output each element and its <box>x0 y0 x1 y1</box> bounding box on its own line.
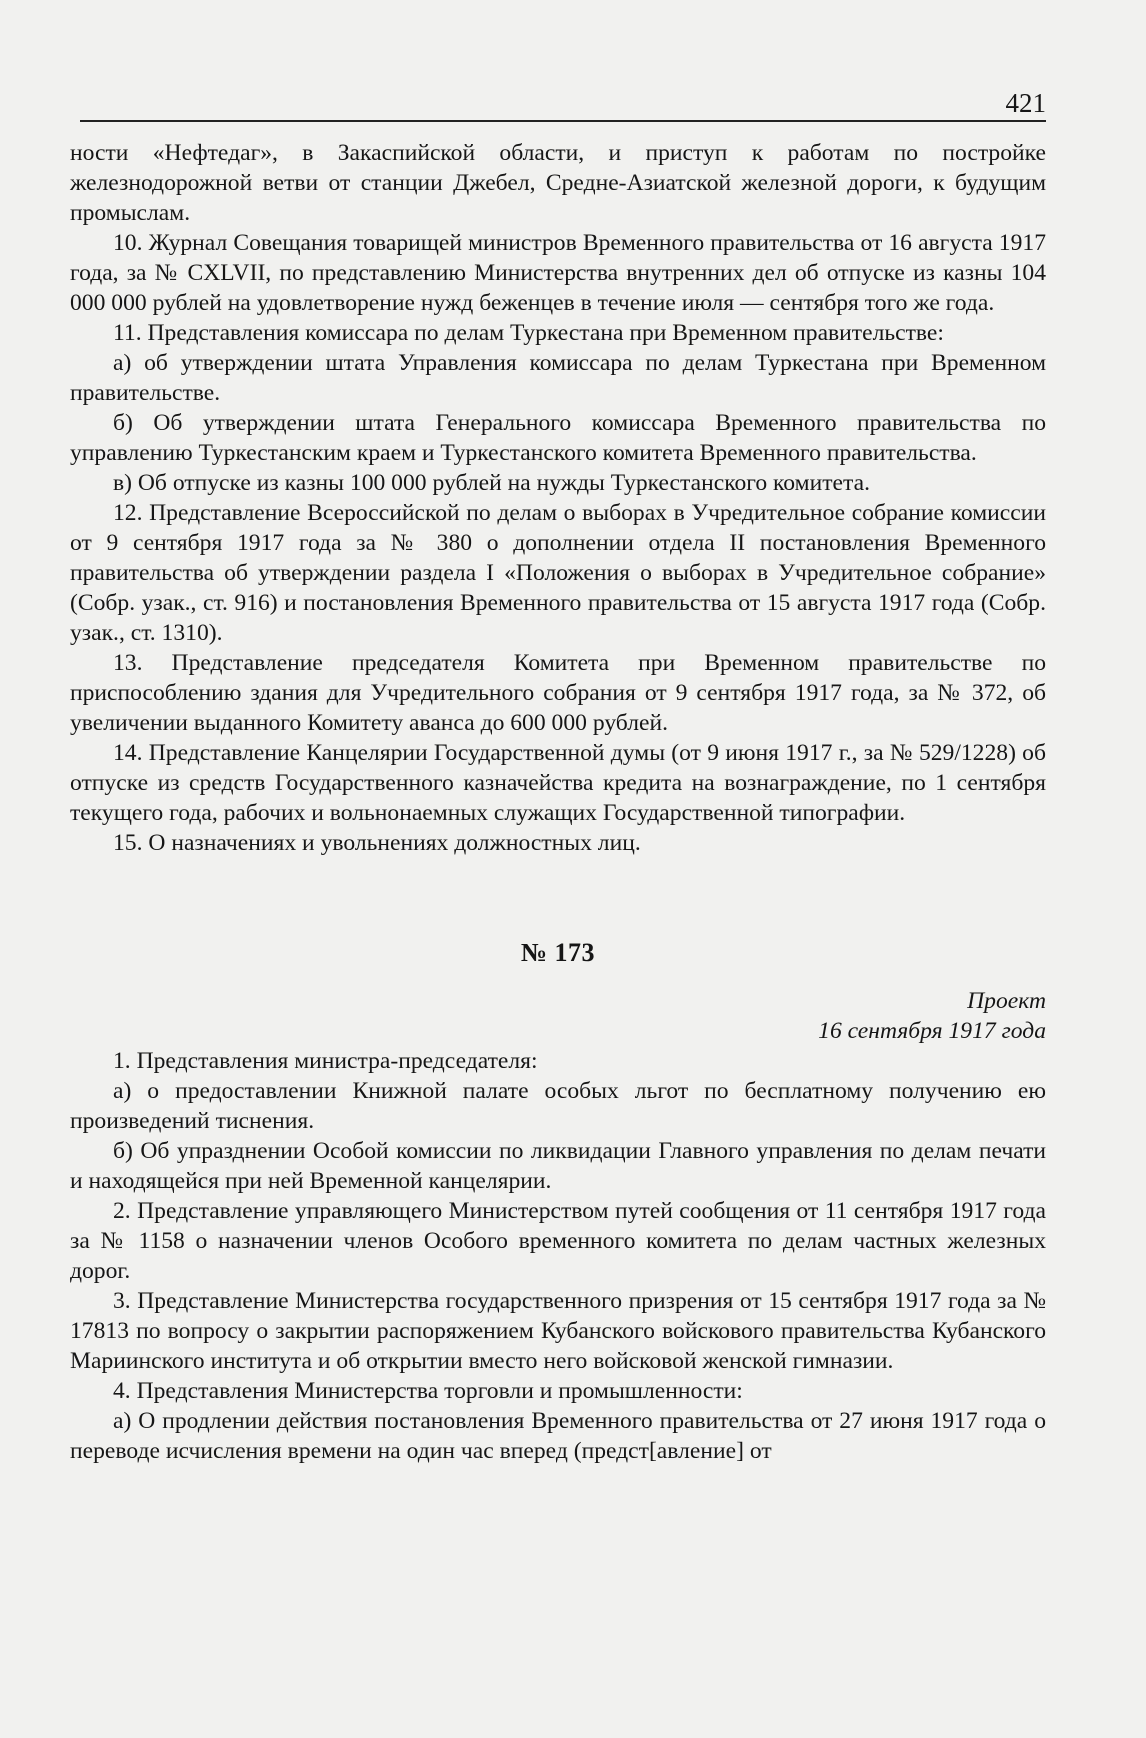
paragraph: б) Об утверждении штата Генерального комиссара Временного правительства по управлению Туркестанским краем и Туркестанского комитета Временного правительства. <box>70 410 1046 466</box>
paragraph: 13. Представление председателя Комитета при Временном правительстве по приспособлению здания для Учредительного собрания от 9 сентября 1917 года, за № 372, об увеличении выданного Комитету аванса до 600 000 рублей. <box>70 650 1046 736</box>
page-header <box>80 80 1046 122</box>
bottom-paragraphs <box>70 1046 1046 1466</box>
document-status: Проект <box>967 988 1046 1014</box>
paragraph: 2. Представление управляющего Министерством путей сообщения от 11 сентября 1917 года за № 1158 о назначении членов Особого временного комитета по делам частных железных дорог. <box>70 1198 1046 1284</box>
paragraph: 1. Представления министра-председателя: <box>113 1048 538 1074</box>
top-paragraphs <box>70 138 1046 858</box>
paragraph: а) об утверждении штата Управления комиссара по делам Туркестана при Временном правительстве. <box>70 350 1046 406</box>
paragraph: в) Об отпуске из казны 100 000 рублей на нужды Туркестанского комитета. <box>113 470 870 496</box>
document-number: № 173 <box>520 938 596 967</box>
page-content <box>70 138 1046 1466</box>
paragraph: ности «Нефтедаг», в Закаспийской области, и приступ к работам по постройке железнодорожной ветви от станции Джебел, Средне-Азиатской железной дороги, к будущим промыслам. <box>70 140 1046 226</box>
paragraph: 11. Представления комиссара по делам Туркестана при Временном правительстве: <box>113 320 944 346</box>
paragraph: 4. Представления Министерства торговли и промышленности: <box>113 1378 743 1404</box>
paragraph: а) О продлении действия постановления Временного правительства от 27 июня 1917 года о переводе исчисления времени на один час вперед (предст[авление] от <box>70 1408 1046 1464</box>
page-number: 421 <box>1005 88 1046 118</box>
document-date: 16 сентября 1917 года <box>818 1018 1046 1044</box>
paragraph: 15. О назначениях и увольнениях должностных лиц. <box>113 830 641 856</box>
paragraph: а) о предоставлении Книжной палате особых льгот по бесплатному получению ею произведений тиснения. <box>70 1078 1046 1134</box>
paragraph: б) Об упразднении Особой комиссии по ликвидации Главного управления по делам печати и находящейся при ней Временной канцелярии. <box>70 1138 1046 1194</box>
paragraph: 10. Журнал Совещания товарищей министров Временного правительства от 16 августа 1917 года, за № CXLVII, по представлению Министерства внутренних дел об отпуске из казны 104 000 000 рублей на удовлетворение нужд беженцев в течение июля — сентября того же года. <box>70 230 1046 316</box>
paragraph: 12. Представление Всероссийской по делам о выборах в Учредительное собрание комиссии от 9 сентября 1917 года за № 380 о дополнении отдела II постановления Временного правительства об утверждении раздела I «Положения о выборах в Учредительное собрание» (Собр. узак., ст. 916) и постановления Временного правительства от 15 августа 1917 года (Собр. узак., ст. 1310). <box>70 500 1046 646</box>
paragraph: 14. Представление Канцелярии Государственной думы (от 9 июня 1917 г., за № 529/1228) об отпуске из средств Государственного казначейства кредита на вознаграждение, по 1 сентября текущего года, рабочих и вольнонаемных служащих Государственной типографии. <box>70 740 1046 826</box>
paragraph: 3. Представление Министерства государственного призрения от 15 сентября 1917 года за № 17813 по вопросу о закрытии распоряжением Кубанского войскового правительства Кубанского Мариинского института и об открытии вместо него войсковой женской гимназии. <box>70 1288 1046 1374</box>
